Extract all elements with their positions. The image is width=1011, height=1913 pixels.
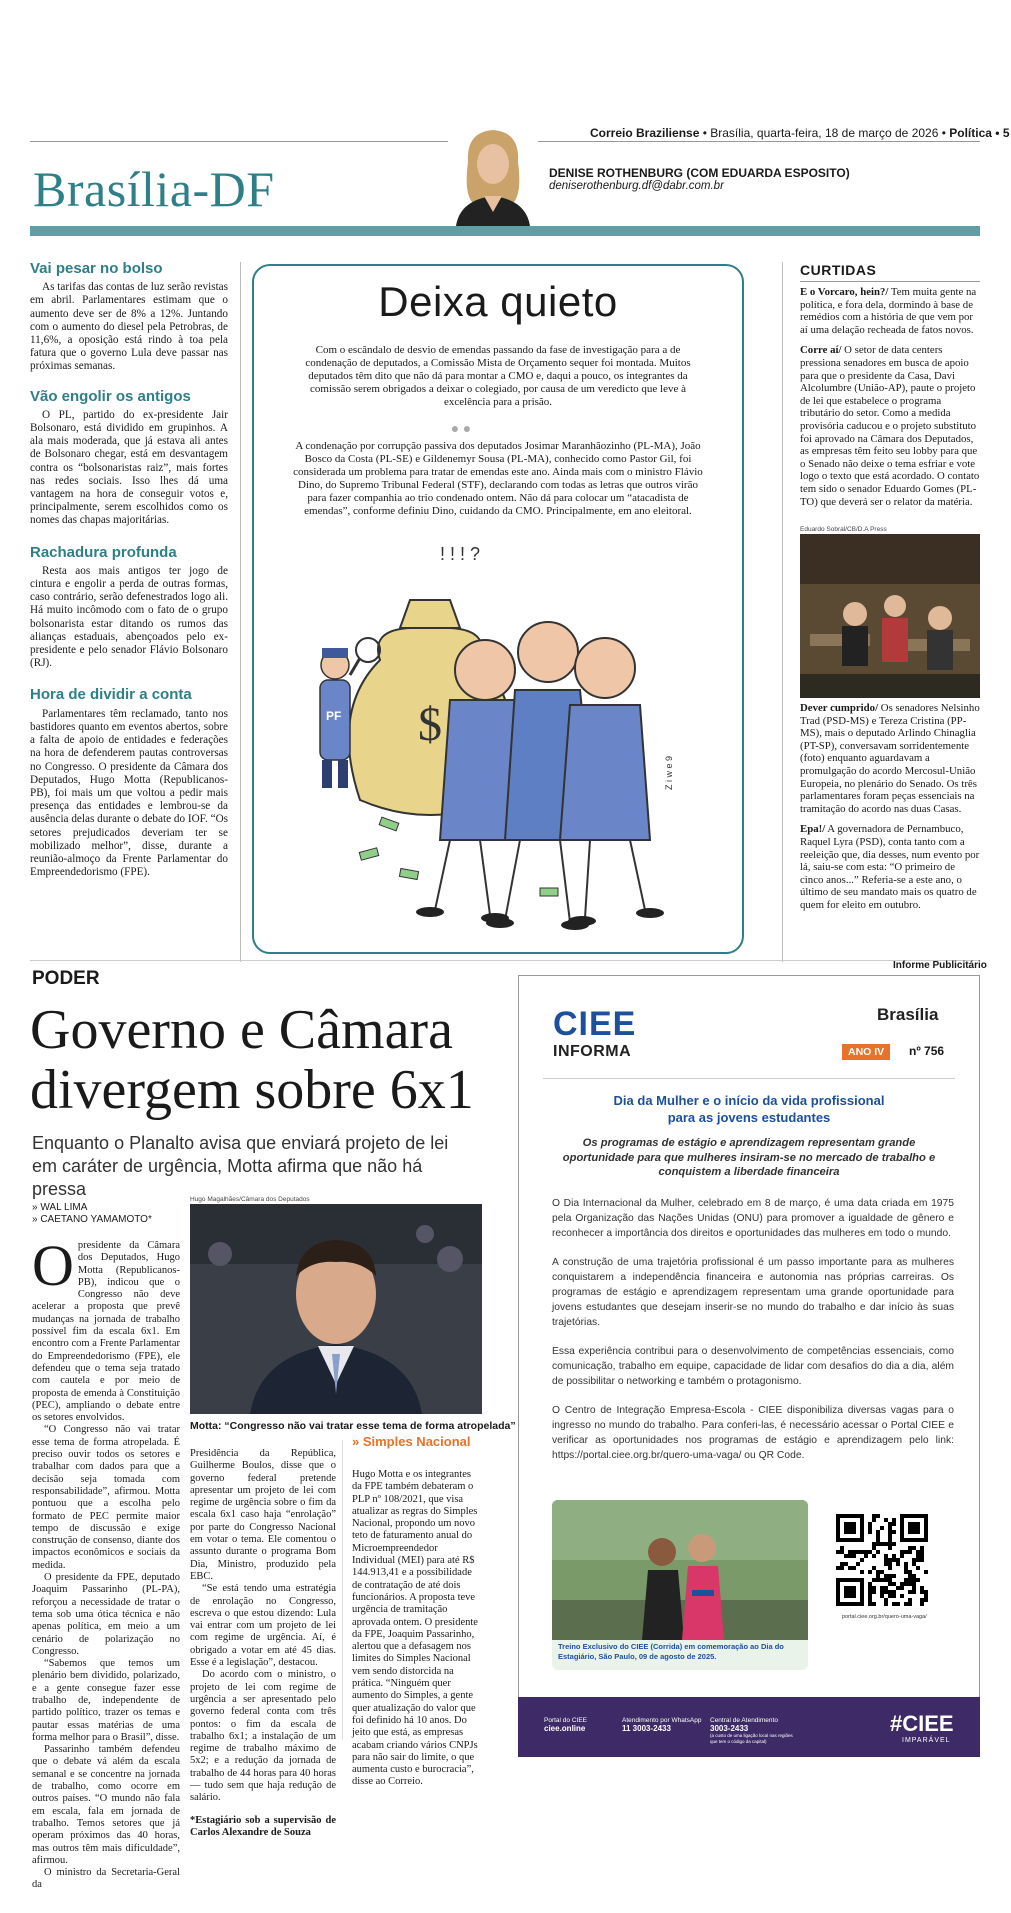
ad-year-badge: ANO IV: [842, 1044, 890, 1060]
paragraph: Resta aos mais antigos ter jogo de cintura e engolir a perda de outras formas, caso contrário, serão defenestrados logo ali. Há muito incômodo com o fato de o grupo bolsonarista estar ditando os rumos das alianças estaduais, abençoados pelo ex-presidente e pelo senador Flávio Bolsonaro (RJ).: [30, 564, 228, 670]
ad-paragraph: Essa experiência contribui para o desenvolvimento de competências essenciais, como comunicação, trabalho em equipe, capacidade de lidar com desafios do dia a dia, além de possibilitar o networking e também o protagonismo.: [552, 1346, 954, 1387]
subhead: Hora de dividir a conta: [30, 686, 192, 704]
svg-text:$: $: [418, 698, 442, 751]
column-rule: [342, 1440, 343, 1740]
paragraph: Passarinho também defendeu que o debate vá além da escala semanal e se concentre na jornada de trabalho, como ocorre em outros países. “O mundo não fala em escala, fala em jornada de trabalho. Temos setores que já operam próximos das 40 horas, mas outros têm mais dificuldade”, afirmou.: [32, 1744, 180, 1866]
publication-line: Correio Braziliense • Brasília, quarta-feira, 18 de março de 2026 • Política • 5: [590, 126, 1010, 140]
ad-title: Dia da Mulher e o início da vida profissional para as jovens estudantes: [613, 1093, 885, 1125]
box-title: Deixa quieto: [378, 278, 618, 325]
kicker: PODER: [32, 968, 100, 989]
ad-paragraph: O Centro de Integração Empresa-Escola - CIEE disponibiliza diversas vagas para o ingresso no mundo do trabalho. Para conferi-las, é necessário acessar o Portal CIEE e verificar as oportunidades nos programas de estágio e aprendizagem pelo link: https://portal.ciee.org.br/quero-uma-vaga/ ou QR Code.: [552, 1405, 954, 1461]
qr-caption[interactable]: portal.ciee.org.br/quero-uma-vaga/: [842, 1614, 927, 1620]
photo-credit: Hugo Magalhães/Câmara dos Deputados: [190, 1196, 310, 1203]
paragraph: “Sabemos que temos um plenário bem dividido, polarizado, e a gente consegue fazer esse trabalho de, independente de partido político, trazer os temas e pautar essas matérias de uma forma melhor para o Brasil”, disse.: [32, 1658, 180, 1743]
paragraph: As tarifas das contas de luz serão revistas em abril. Parlamentares estimam que o aumento deve ser de 8% a 12%. Juntando com o aumento do diesel pela Petrobras, de 11,6%, a oposição está rindo à toa pela fatura que o governo Lula deve passar nas próximas semanas.: [30, 281, 228, 373]
sidebar-title: » Simples Nacional: [352, 1434, 471, 1449]
section-bar: [30, 226, 980, 236]
footer-item-portal[interactable]: Portal do CIEE ciee.online: [544, 1717, 587, 1733]
curtidas-photo: [800, 534, 980, 698]
svg-text:! ! ! ?: ! ! ! ?: [440, 544, 481, 564]
cartoon: [300, 540, 700, 940]
paragraph: O ministro da Secretaria-Geral da: [32, 1867, 180, 1891]
ciee-logo: CIEE: [553, 1005, 637, 1043]
paragraph: Do acordo com o ministro, o projeto de lei com regime de urgência a ser apresentado pelo governo federal conta com três pontos: o fim da escala de trabalho 6x1; a instalação de um regime de trabalho máximo de 5x2; e a redução da jornada de trabalho de 44 horas para 40 horas — tudo sem que haja redução de salário.: [190, 1669, 336, 1804]
article-column-2: [190, 1448, 336, 1839]
ad-photo-caption: Treino Exclusivo do CIEE (Corrida) em comemoração ao Dia do Estagiário, São Paulo, 09 de agosto de 2025.: [558, 1642, 784, 1661]
dots-divider: ● ●: [450, 422, 472, 437]
ad-rule: [543, 1078, 955, 1079]
article-column-1: O presidente da Câmara dos Deputados, Hugo Motta (Republicanos-PB), indicou que o Congresso não deve acelerar a proposta que prevê mudanças na jornada de trabalho possível fim da escala 6x1. Em encontro com a Frente Parlamentar do Empreendedorismo (FPE), ele defendeu que o tema seja tratado com cautela e por meio de proposta de emenda à Constituição (PEC), ampliando o debate entre os setores envolvidos. “O Congresso não vai tratar esse tema de forma atropelada. É preciso ouvir todos os setores e trabalhar com dados para que a decisão seja tomada com responsabilidade”, afirmou. Motta pontuou que a escolha pelo formato de PEC permite maior tempo de discussão e exige construção de consenso, diante dos impactos econômicos e sociais da medida. O presidente da FPE, deputado Joaquim Passarinho (PL-PA), reforçou a necessidade de tratar o tema sob uma ótica técnica e não apenas política, em meio a um cenário de polarização no Congresso. “Sabemos que temos um plenário bem dividido, polarizado, e a gente consegue fazer esse trabalho de, independente de partido político, trazer os temas e pautar essas matérias de uma forma melhor para o Brasil”, disse. Passarinho também defendeu que o debate vá além da escala semanal e se concentre na jornada de trabalho, como ocorre em outros países. “O mundo não fala em escala, fala em jornada de trabalho. Temos setores que já operam próximos das 40 horas, mas outros têm mais dificuldade”, afirmou. O ministro da Secretaria-Geral da: [32, 1233, 180, 1891]
column-rule: [782, 262, 783, 962]
headline: Governo e Câmara divergem sobre 6x1: [30, 999, 474, 1121]
note-item: Dever cumprido/ Os senadores Nelsinho Trad (PSD-MS) e Tereza Cristina (PP-MS), mais o deputado Arlindo Chinaglia (PT-SP), conversavam sorridentemente (foto) enquanto aguardavam a promulgação do acordo Mercosul-União Europeia, no plenário do Senado. Os três parlamentares foram peças essenciais na tramitação do acordo nas duas Casas.: [800, 702, 980, 815]
author-note: *Estagiário sob a supervisão de Carlos Alexandre de Souza: [190, 1814, 336, 1838]
curtidas-rule: [800, 281, 980, 282]
ad-subtitle: Os programas de estágio e aprendizagem representam grande oportunidade para que mulheres insiram-se no mercado de trabalho e conquistem a liberdade financeira: [562, 1137, 936, 1178]
note-item: E o Vorcaro, hein?/ Tem muita gente na política, e fora dela, dormindo à base de remédios com a história de que vem por aí uma delação recheada de fatos novos.: [800, 286, 977, 336]
qr-code[interactable]: [836, 1514, 928, 1606]
column-rule: [240, 262, 241, 962]
ciee-logo-sub: INFORMA: [553, 1043, 632, 1060]
ad-label: Informe Publicitário: [893, 960, 987, 971]
brand-hashtag: #CIEE: [890, 1711, 954, 1736]
photo-credit: Eduardo Sobral/CB/D.A Press: [800, 526, 887, 533]
byline: » WAL LIMA » CAETANO YAMAMOTO*: [32, 1202, 152, 1225]
ad-city: Brasília: [877, 1005, 939, 1024]
ad-issue-number: nº 756: [909, 1044, 945, 1058]
ad-paragraph: A construção de uma trajetória profissional é um passo importante para as mulheres conquistarem a independência financeira e autonomia nas próprias carreiras. Os programas de estágio e aprendizagem representam uma grande oportunidade para jovens estudantes que desejam inserir-se no mundo do trabalho e dar início às suas trajetórias.: [552, 1257, 954, 1328]
subhead: Vão engolir os antigos: [30, 387, 191, 405]
author-email[interactable]: deniserothenburg.df@dabr.com.br: [549, 180, 724, 192]
note-item: Corre aí/ O setor de data centers pressiona senadores em busca de apoio para que o presidente da Casa, Davi Alcolumbre (União-AP), paute o projeto de lei que estabelece o programa tributário do setor. Como a medida provisória caducou e o projeto substituto foi aprovado na Câmara dos Deputados, as empresas têm feito seu lobby para que o Senado não deixe o tema esfriar e vote logo o texto que está acordado. O contato tem sido o senador Eduardo Gomes (PL-TO) que deverá ser o relator da matéria.: [800, 344, 980, 508]
pf-label: PF: [326, 709, 342, 723]
paragraph: Presidência da República, Guilherme Boulos, disse que o governo federal pretende apresentar um projeto de lei com regime de urgência sobre o fim da escala 6x1 caso haja “enrolação” por parte do Congresso Nacional em votar o tema. Ele comentou o assunto durante o programa Bom Dia, Ministro, produzido pela EBC.: [190, 1448, 336, 1582]
author-photo: [448, 122, 538, 226]
left-column: [30, 262, 228, 879]
ad-photo: [552, 1500, 808, 1670]
ad-paragraph: O Dia Internacional da Mulher, celebrado em 8 de março, é uma data criada em 1975 pela Organização das Nações Unidas (ONU) para promover a igualdade de gênero e reconhecer a importância dos direitos e oportunidades das mulheres em todo o mundo.: [552, 1198, 954, 1239]
sidebar-text: Hugo Motta e os integrantes da FPE também debateram o PLP nº 108/2021, que visa atualizar as regras do Simples Nacional, propondo um novo teto de faturamento anual do Microempreendedor Individual (MEI) para até R$ 144.913,41 e a possibilidade de contratação de até dois funcionários. A proposta teve urgência de tramitação aprovada ontem. O presidente da FPE, Joaquim Passarinho, alertou que a defasagem nos limites do Simples Nacional vem sendo distorcida na prática. “Ninguém quer aumento do Simples, a gente quer atualização do valor que foi definido há 10 anos. Do jeito que está, as empresas acabam criando vários CNPJs para não sair do limite, o que aumenta custo e burocracia”, disse ao Correio.: [352, 1469, 478, 1788]
column-title: Brasília-DF: [33, 161, 275, 217]
footer-item-central[interactable]: Central de Atendimento 3003-2433 (a custo de uma ligação local nas regiões que tem o código da capital): [710, 1717, 793, 1744]
deck: Enquanto o Planalto avisa que enviará projeto de lei em caráter de urgência, Motta afirma que não há pressa: [32, 1133, 449, 1199]
paragraph: “O Congresso não vai tratar esse tema de forma atropelada. É preciso ouvir todos os setores e trabalhar com dados para que a decisão seja tomada com responsabilidade”, afirmou. Motta pontuou que a escolha pelo formato de PEC permite maior tempo de discussão e exige construção de consenso, diante dos impactos econômicos e sociais da medida.: [32, 1424, 180, 1571]
ad-body: [552, 1196, 954, 1463]
curtidas-bottom: [800, 702, 980, 912]
note-item: Epa!/ A governadora de Pernambuco, Raquel Lyra (PSD), conta tanto com a reeleição que, dia desses, num evento por lá, saiu-se com esta: “O primeiro de cinco anos...” Referia-se a este ano, o último de seu mandato mais os quatro de quem for eleito em outubro.: [800, 823, 980, 911]
curtidas-title: CURTIDAS: [800, 262, 877, 278]
sidebar: [352, 1434, 482, 1789]
drop-cap: O: [32, 1233, 74, 1298]
footer-item-whatsapp[interactable]: Atendimento por WhatsApp 11 3003-2433: [622, 1717, 702, 1733]
photo-caption: Motta: “Congresso não vai tratar esse tema de forma atropelada”: [190, 1420, 516, 1432]
box-paragraph-2: A condenação por corrupção passiva dos deputados Josimar Maranhãozinho (PL-MA), João Bosco da Costa (PL-SE) e Gildenemyr Sousa (PL-MA), conhecido como Pastor Gil, foi considerada um problema para tratar de emendas este ano. Ainda mais com o ministro Flávio Dino, do Supremo Tribunal Federal (STF), declarando com todas as letras que outros virão para fazer companhia ao trio condenado ontem. Não dá para colocar um “atacadista de emendas”, conforme definiu Dino, cuidando da CMO. Principalmente, em ano eleitoral.: [293, 440, 703, 517]
box-paragraph-1: Com o escândalo de desvio de emendas passando da fase de investigação para a de condenação de deputados, a Comissão Mista de Orçamento sequer foi montada. Muitos deputados têm dito que não dá para montar a CMO e, daqui a pouco, os integrantes da comissão serem obrigados a deixar o colegiado, por causa de um veredicto que leve à excelência para a prisão.: [305, 344, 691, 408]
article-photo: [190, 1204, 482, 1414]
paragraph: Parlamentares têm reclamado, tanto nos bastidores quanto em eventos abertos, sobre a falta de apoio de entidades e federações na hora de defenderem pautas controversas no Congresso. O presidente da Câmara dos Deputados, Hugo Motta (Republicanos-PB), foi mais um que voltou a pedir mais presença das entidades e lembrou-se da ausência delas durante o debate do IOF. “Os setores prejudicados deveriam ter se mobilizado melhor”, disse, durante a reunião-almoço da Frente Parlamentar do Empreendedorismo (FPE).: [30, 707, 228, 879]
section-divider: [30, 960, 980, 961]
paragraph: O presidente da FPE, deputado Joaquim Passarinho (PL-PA), reforçou a necessidade de tratar o tema sob uma ótica técnica e não apenas política, em meio a um cenário de polarização no Congresso.: [32, 1572, 180, 1657]
paragraph: O PL, partido do ex-presidente Jair Bolsonaro, está dividido em grupinhos. A ala mais moderada, que já estava ali antes de Bolsonaro chegar, está em desvantagem contra os “bolsonaristas raiz”, mais fortes nas redes sociais. Isso lhes dá uma vantagem na hora de conseguir votos e, principalmente, serem escolhidos como os nomes das chapas majoritárias.: [30, 408, 228, 527]
curtidas-top: [800, 286, 980, 508]
author-name: DENISE ROTHENBURG (COM EDUARDA ESPOSITO): [549, 166, 850, 180]
subhead: Rachadura profunda: [30, 543, 177, 561]
paragraph: “Se está tendo uma estratégia de enrolação no Congresso, escreva o que estou dizendo: Lula vai entrar com um projeto de lei com regime de urgência. Aí, é obrigado a votar em até 45 dias. Esse é a legislação”, destacou.: [190, 1583, 336, 1669]
brand-sub: IMPARÁVEL: [902, 1737, 951, 1744]
subhead: Vai pesar no bolso: [30, 260, 163, 277]
cartoon-signature: Z i w e 9: [664, 755, 674, 790]
